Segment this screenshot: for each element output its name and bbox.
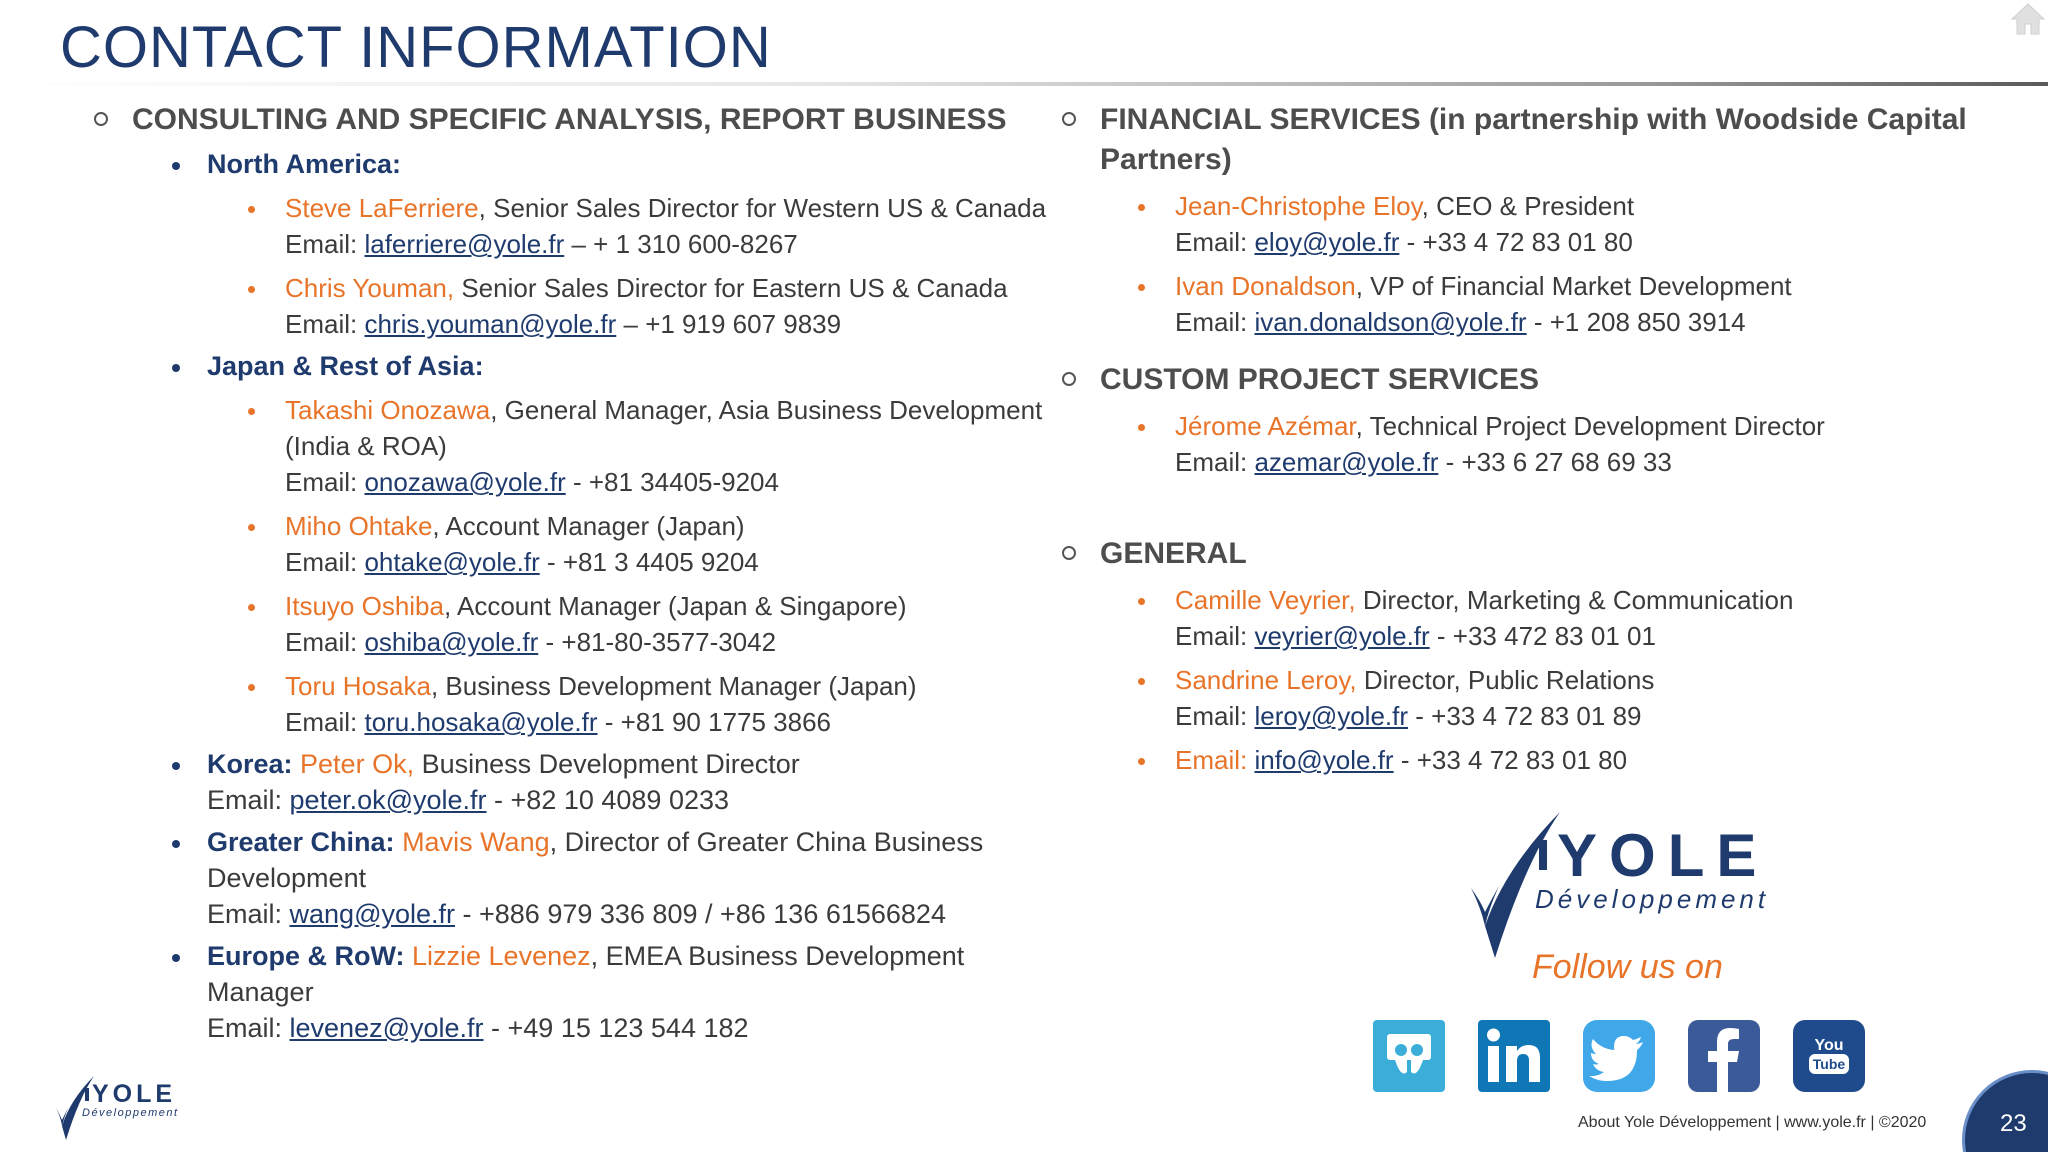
consulting-section bbox=[90, 100, 1050, 140]
contact-jean-christophe-eloy bbox=[1058, 188, 2018, 260]
contact-itsuyo-oshiba bbox=[90, 588, 1050, 660]
contact-role: , VP of Financial Market Development bbox=[1355, 271, 1792, 301]
contact-bullet bbox=[1138, 424, 1145, 431]
contact-bullet bbox=[248, 206, 255, 213]
phone-number: - +33 6 27 68 69 33 bbox=[1438, 447, 1672, 477]
facebook-icon[interactable] bbox=[1688, 1020, 1760, 1092]
email-link[interactable]: leroy@yole.fr bbox=[1254, 701, 1409, 731]
region-label: North America: bbox=[207, 149, 402, 179]
twitter-icon[interactable] bbox=[1583, 1020, 1655, 1092]
email-label: Email: bbox=[1175, 227, 1255, 257]
email-link[interactable]: toru.hosaka@yole.fr bbox=[364, 707, 598, 737]
follow-us-label: Follow us on bbox=[1532, 948, 1723, 986]
region-korea bbox=[90, 746, 1050, 818]
contact-bullet bbox=[1138, 678, 1145, 685]
contact-bullet bbox=[1138, 758, 1145, 765]
yole-logo-small bbox=[52, 1072, 192, 1142]
contact-role: Director, Marketing & Communication bbox=[1355, 585, 1794, 615]
linkedin-icon[interactable] bbox=[1478, 1020, 1550, 1092]
contact-name: Sandrine Leroy, bbox=[1175, 665, 1357, 695]
phone-number: - +81 3 4405 9204 bbox=[539, 547, 759, 577]
section-title: GENERAL bbox=[1100, 537, 1247, 570]
email-label: Email: bbox=[285, 229, 365, 259]
contact-info-general bbox=[1058, 742, 2018, 778]
phone-number: - +81 90 1775 3866 bbox=[597, 707, 832, 737]
contact-name: Jérome Azémar bbox=[1175, 411, 1356, 441]
email-label: Email: bbox=[207, 1013, 290, 1043]
contact-role: Senior Sales Director for Eastern US & Canada bbox=[454, 273, 1008, 303]
phone-number: - +81-80-3577-3042 bbox=[538, 627, 777, 657]
contact-role: , Account Manager (Japan & Singapore) bbox=[443, 591, 907, 621]
region-bullet bbox=[172, 762, 180, 770]
consulting-column bbox=[90, 100, 1050, 1046]
phone-number: - +886 979 336 809 / +86 136 61566824 bbox=[455, 899, 946, 929]
phone-number: - +49 15 123 544 182 bbox=[483, 1013, 749, 1043]
phone-number: - +33 4 72 83 01 80 bbox=[1393, 745, 1628, 775]
contact-bullet bbox=[248, 684, 255, 691]
phone-number: - +33 4 72 83 01 80 bbox=[1399, 227, 1633, 257]
section-bullet bbox=[94, 112, 108, 126]
youtube-label-bottom: Tube bbox=[1812, 1056, 1846, 1072]
email-label: Email: bbox=[285, 309, 365, 339]
contact-ivan-donaldson bbox=[1058, 268, 2018, 340]
contact-name: Itsuyo Oshiba bbox=[285, 591, 444, 621]
general-section bbox=[1058, 534, 2018, 574]
email-link[interactable]: ohtake@yole.fr bbox=[364, 547, 540, 577]
contact-role: Business Development Director bbox=[414, 749, 800, 779]
contact-name: Peter Ok, bbox=[292, 749, 415, 779]
region-label: Japan & Rest of Asia: bbox=[207, 351, 484, 381]
email-link[interactable]: chris.youman@yole.fr bbox=[364, 309, 617, 339]
contact-role: , Account Manager (Japan) bbox=[432, 511, 745, 541]
email-link[interactable]: info@yole.fr bbox=[1254, 745, 1394, 775]
email-link[interactable]: oshiba@yole.fr bbox=[364, 627, 539, 657]
contact-name: Lizzie Levenez bbox=[404, 941, 591, 971]
contact-role: , Director of Greater China Business Development bbox=[207, 827, 984, 893]
home-icon[interactable] bbox=[2010, 2, 2046, 36]
contact-role: , Senior Sales Director for Western US & Canada bbox=[478, 193, 1047, 223]
email-link[interactable]: ivan.donaldson@yole.fr bbox=[1254, 307, 1527, 337]
region-bullet bbox=[172, 162, 180, 170]
email-label: Email: bbox=[1175, 621, 1255, 651]
page-title: CONTACT INFORMATION bbox=[60, 15, 772, 80]
contact-chris-youman bbox=[90, 270, 1050, 342]
contact-name: Miho Ohtake bbox=[285, 511, 433, 541]
email-link[interactable]: eloy@yole.fr bbox=[1254, 227, 1400, 257]
youtube-label-top: You bbox=[1814, 1037, 1844, 1054]
email-link[interactable]: azemar@yole.fr bbox=[1254, 447, 1439, 477]
region-greater-china bbox=[90, 824, 1050, 932]
email-label: Email: bbox=[285, 467, 365, 497]
section-bullet bbox=[1062, 112, 1076, 126]
email-label: Email: bbox=[207, 785, 290, 815]
email-label: Email: bbox=[1175, 447, 1255, 477]
title-divider bbox=[0, 82, 2048, 86]
contact-bullet bbox=[1138, 284, 1145, 291]
section-bullet bbox=[1062, 546, 1076, 560]
region-japan bbox=[90, 348, 1050, 384]
contact-name: Jean-Christophe Eloy bbox=[1175, 191, 1422, 221]
contact-name: Toru Hosaka bbox=[285, 671, 431, 701]
contact-jerome-azemar bbox=[1058, 408, 2018, 480]
financial-section bbox=[1058, 100, 1998, 180]
region-bullet bbox=[172, 954, 180, 962]
contact-name: Camille Veyrier, bbox=[1175, 585, 1356, 615]
email-link[interactable]: levenez@yole.fr bbox=[289, 1013, 484, 1043]
yole-logo bbox=[1465, 808, 1785, 968]
email-label: Email: bbox=[1175, 701, 1255, 731]
region-bullet bbox=[172, 840, 180, 848]
contact-takashi-onozawa bbox=[90, 392, 1050, 500]
logo-wordmark: YOLE bbox=[92, 1080, 177, 1108]
email-label: Email: bbox=[1175, 307, 1255, 337]
contact-role: , EMEA Business Development Manager bbox=[207, 941, 965, 1007]
section-bullet bbox=[1062, 372, 1076, 386]
phone-number: - +1 208 850 3914 bbox=[1526, 307, 1746, 337]
section-title: CONSULTING AND SPECIFIC ANALYSIS, REPORT BUSINESS bbox=[132, 103, 1007, 136]
email-link[interactable]: peter.ok@yole.fr bbox=[289, 785, 487, 815]
email-label: Email: bbox=[285, 707, 365, 737]
contact-role: Director, Public Relations bbox=[1356, 665, 1655, 695]
contact-sandrine-leroy bbox=[1058, 662, 2018, 734]
phone-number: – + 1 310 600-8267 bbox=[564, 229, 798, 259]
contact-bullet bbox=[1138, 204, 1145, 211]
email-link[interactable]: laferriere@yole.fr bbox=[364, 229, 565, 259]
contact-bullet bbox=[1138, 598, 1145, 605]
phone-number: - +33 4 72 83 01 89 bbox=[1408, 701, 1642, 731]
page-number: 23 bbox=[2000, 1110, 2027, 1137]
contact-bullet bbox=[248, 604, 255, 611]
contact-steve-laferriere bbox=[90, 190, 1050, 262]
phone-number: - +82 10 4089 0233 bbox=[486, 785, 730, 815]
contact-role: , Business Development Manager (Japan) bbox=[430, 671, 917, 701]
contact-role: , Technical Project Development Director bbox=[1355, 411, 1825, 441]
logo-subtitle: Développement bbox=[82, 1107, 179, 1119]
contact-name: Ivan Donaldson bbox=[1175, 271, 1356, 301]
email-link[interactable]: wang@yole.fr bbox=[289, 899, 456, 929]
contact-camille-veyrier bbox=[1058, 582, 2018, 654]
logo-bar bbox=[1539, 840, 1547, 870]
contact-role: , General Manager, Asia Business Development (India & ROA) bbox=[285, 395, 1043, 461]
phone-number: – +1 919 607 9839 bbox=[616, 309, 842, 339]
logo-wordmark: YOLE bbox=[1557, 822, 1769, 889]
youtube-icon[interactable] bbox=[1793, 1020, 1865, 1092]
section-title: CUSTOM PROJECT SERVICES bbox=[1100, 363, 1539, 396]
contact-miho-ohtake bbox=[90, 508, 1050, 580]
email-link[interactable]: onozawa@yole.fr bbox=[364, 467, 566, 497]
region-label: Greater China: bbox=[207, 827, 395, 857]
region-europe-row bbox=[90, 938, 1050, 1046]
contact-bullet bbox=[248, 524, 255, 531]
contact-name: Steve LaFerriere bbox=[285, 193, 479, 223]
region-label: Europe & RoW: bbox=[207, 941, 405, 971]
phone-number: - +81 34405-9204 bbox=[565, 467, 779, 497]
region-north-america bbox=[90, 146, 1050, 182]
email-label: Email: bbox=[207, 899, 290, 929]
email-link[interactable]: veyrier@yole.fr bbox=[1254, 621, 1430, 651]
footer-text: About Yole Développement | www.yole.fr | ©2020 bbox=[1578, 1114, 1927, 1131]
slideshare-icon[interactable] bbox=[1373, 1020, 1445, 1092]
email-label: Email: bbox=[285, 547, 365, 577]
contact-bullet bbox=[248, 286, 255, 293]
email-label: Email: bbox=[285, 627, 365, 657]
custom-project-section bbox=[1058, 360, 2018, 400]
region-label: Korea: bbox=[207, 749, 293, 779]
contact-name: Takashi Onozawa bbox=[285, 395, 491, 425]
email-label: Email: bbox=[1175, 745, 1255, 775]
contact-role: , CEO & President bbox=[1421, 191, 1635, 221]
contact-bullet bbox=[248, 408, 255, 415]
services-column bbox=[1058, 100, 2018, 778]
region-bullet bbox=[172, 364, 180, 372]
section-title: FINANCIAL SERVICES (in partnership with Woodside Capital Partners) bbox=[1100, 103, 1967, 176]
logo-subtitle: Développement bbox=[1535, 884, 1770, 914]
contact-name: Mavis Wang bbox=[394, 827, 550, 857]
contact-name: Chris Youman, bbox=[285, 273, 455, 303]
contact-toru-hosaka bbox=[90, 668, 1050, 740]
phone-number: - +33 472 83 01 01 bbox=[1429, 621, 1656, 651]
